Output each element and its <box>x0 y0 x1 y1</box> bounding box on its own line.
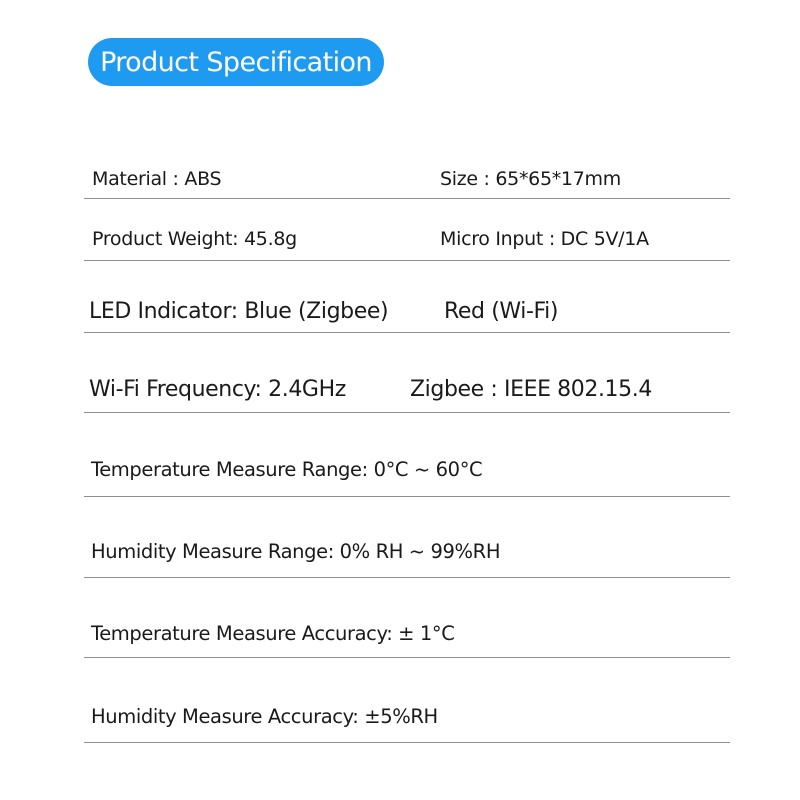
spec-row-material-size <box>84 150 730 199</box>
spec-led-indicator: LED Indicator: Blue (Zigbee) <box>89 299 389 324</box>
spec-row-humidity-accuracy <box>84 658 730 743</box>
spec-row-temp-range <box>84 413 730 497</box>
page-title: Product Specification <box>100 46 372 78</box>
spec-row-humidity-range <box>84 497 730 578</box>
spec-row-temp-accuracy <box>84 578 730 658</box>
spec-led-red: Red (Wi-Fi) <box>444 299 559 324</box>
page-title-badge <box>88 38 384 86</box>
spec-row-wifi-zigbee <box>84 333 730 413</box>
spec-row-led-indicator <box>84 261 730 333</box>
spec-weight: Product Weight: 45.8g <box>92 228 297 250</box>
spec-micro-input: Micro Input : DC 5V/1A <box>440 228 649 250</box>
spec-temperature-range: Temperature Measure Range: 0°C ~ 60°C <box>91 458 483 481</box>
spec-wifi-frequency: Wi-Fi Frequency: 2.4GHz <box>89 377 346 402</box>
spec-humidity-range: Humidity Measure Range: 0% RH ~ 99%RH <box>91 540 501 563</box>
spec-row-weight-input <box>84 199 730 261</box>
spec-size: Size : 65*65*17mm <box>440 168 621 190</box>
spec-material: Material : ABS <box>92 168 222 190</box>
spec-temperature-accuracy: Temperature Measure Accuracy: ± 1°C <box>91 622 455 645</box>
spec-zigbee: Zigbee : IEEE 802.15.4 <box>410 377 652 402</box>
spec-humidity-accuracy: Humidity Measure Accuracy: ±5%RH <box>91 705 438 728</box>
